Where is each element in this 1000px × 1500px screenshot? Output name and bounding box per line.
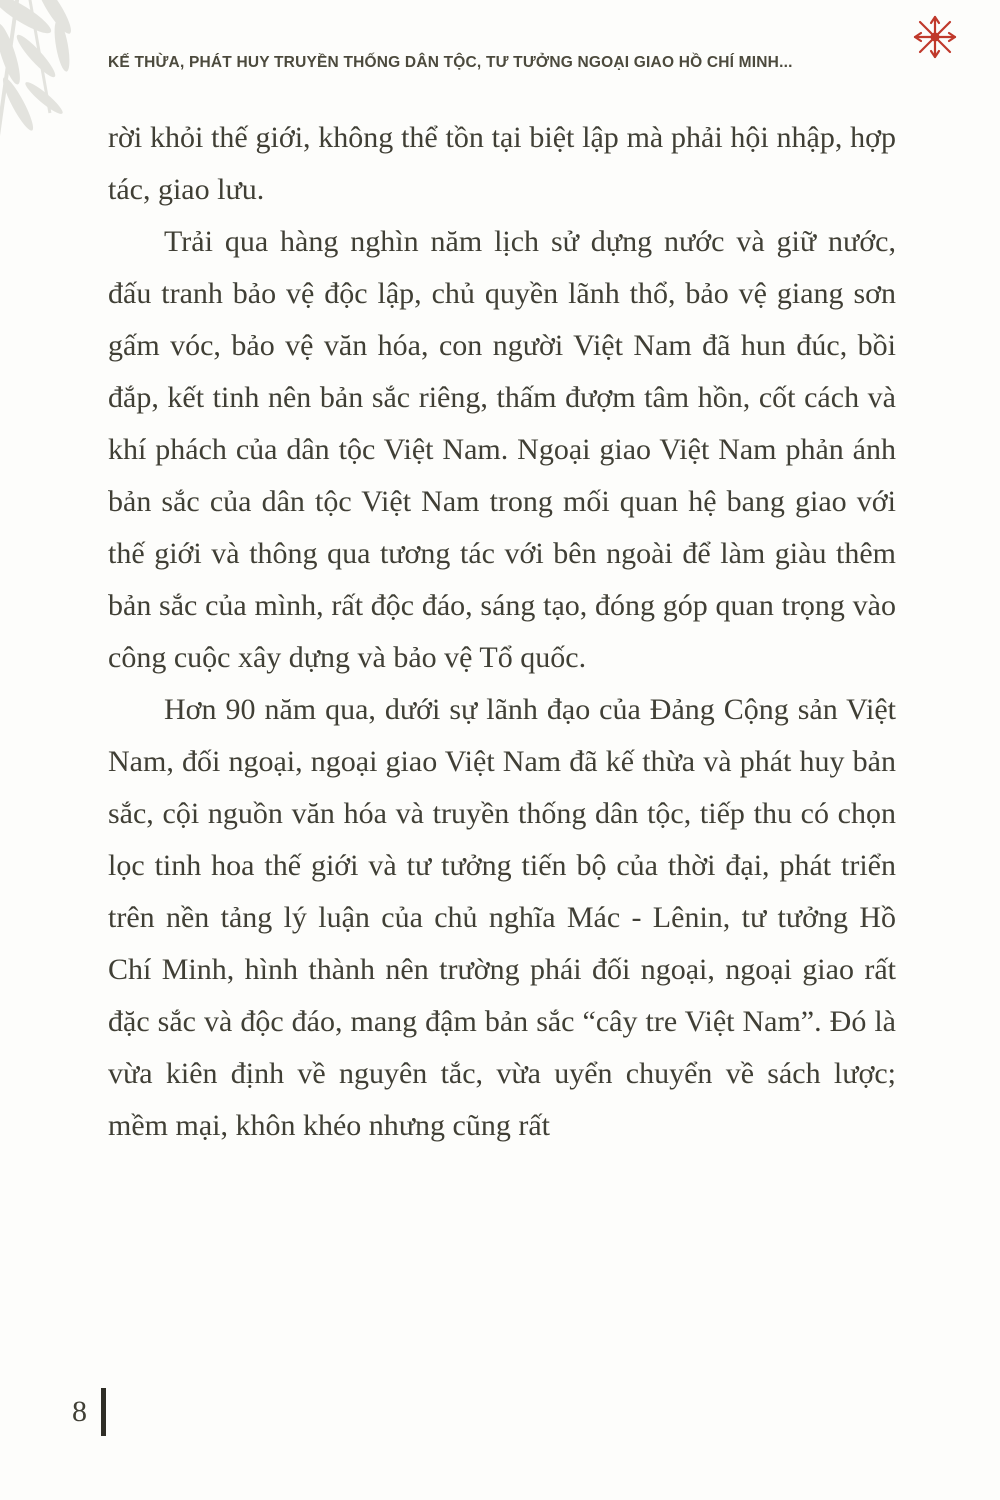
paragraph-continuation: rời khỏi thế giới, không thể tồn tại biệt lập mà phải hội nhập, hợp tác, giao lưu. — [108, 121, 896, 206]
bamboo-leaves-watermark-icon — [0, 0, 122, 204]
publisher-star-emblem-icon — [912, 14, 958, 60]
page-body — [108, 112, 896, 1152]
page-number: 8 — [72, 1395, 87, 1428]
page-footer — [72, 1388, 106, 1436]
paragraph: Hơn 90 năm qua, dưới sự lãnh đạo của Đảng Cộng sản Việt Nam, đối ngoại, ngoại giao Việt Nam đã kế thừa và phát huy bản sắc, cội nguồn văn hóa và truyền thống dân tộc, tiếp thu có chọn lọc tinh hoa thế giới và tư tưởng tiến bộ của thời đại, phát triển trên nền tảng lý luận của chủ nghĩa Mác - Lênin, tư tưởng Hồ Chí Minh, hình thành nên trường phái đối ngoại, ngoại giao rất đặc sắc và độc đáo, mang đậm bản sắc “cây tre Việt Nam”. Đó là vừa kiên định về nguyên tắc, vừa uyển chuyển về sách lược; mềm mại, khôn khéo nhưng cũng rất — [108, 693, 896, 1142]
running-head: KẾ THỪA, PHÁT HUY TRUYỀN THỐNG DÂN TỘC, TƯ TƯỞNG NGOẠI GIAO HỒ CHÍ MINH... — [108, 54, 793, 71]
paragraph: Trải qua hàng nghìn năm lịch sử dựng nước và giữ nước, đấu tranh bảo vệ độc lập, chủ quyền lãnh thổ, bảo vệ giang sơn gấm vóc, bảo vệ văn hóa, con người Việt Nam đã hun đúc, bồi đắp, kết tinh nên bản sắc riêng, thấm đượm tâm hồn, cốt cách và khí phách của dân tộc Việt Nam. Ngoại giao Việt Nam phản ánh bản sắc của dân tộc Việt Nam trong mối quan hệ bang giao với thế giới và thông qua tương tác với bên ngoài để làm giàu thêm bản sắc của mình, rất độc đáo, sáng tạo, đóng góp quan trọng vào công cuộc xây dựng và bảo vệ Tổ quốc. — [108, 225, 896, 674]
page-number-bar — [101, 1388, 106, 1436]
